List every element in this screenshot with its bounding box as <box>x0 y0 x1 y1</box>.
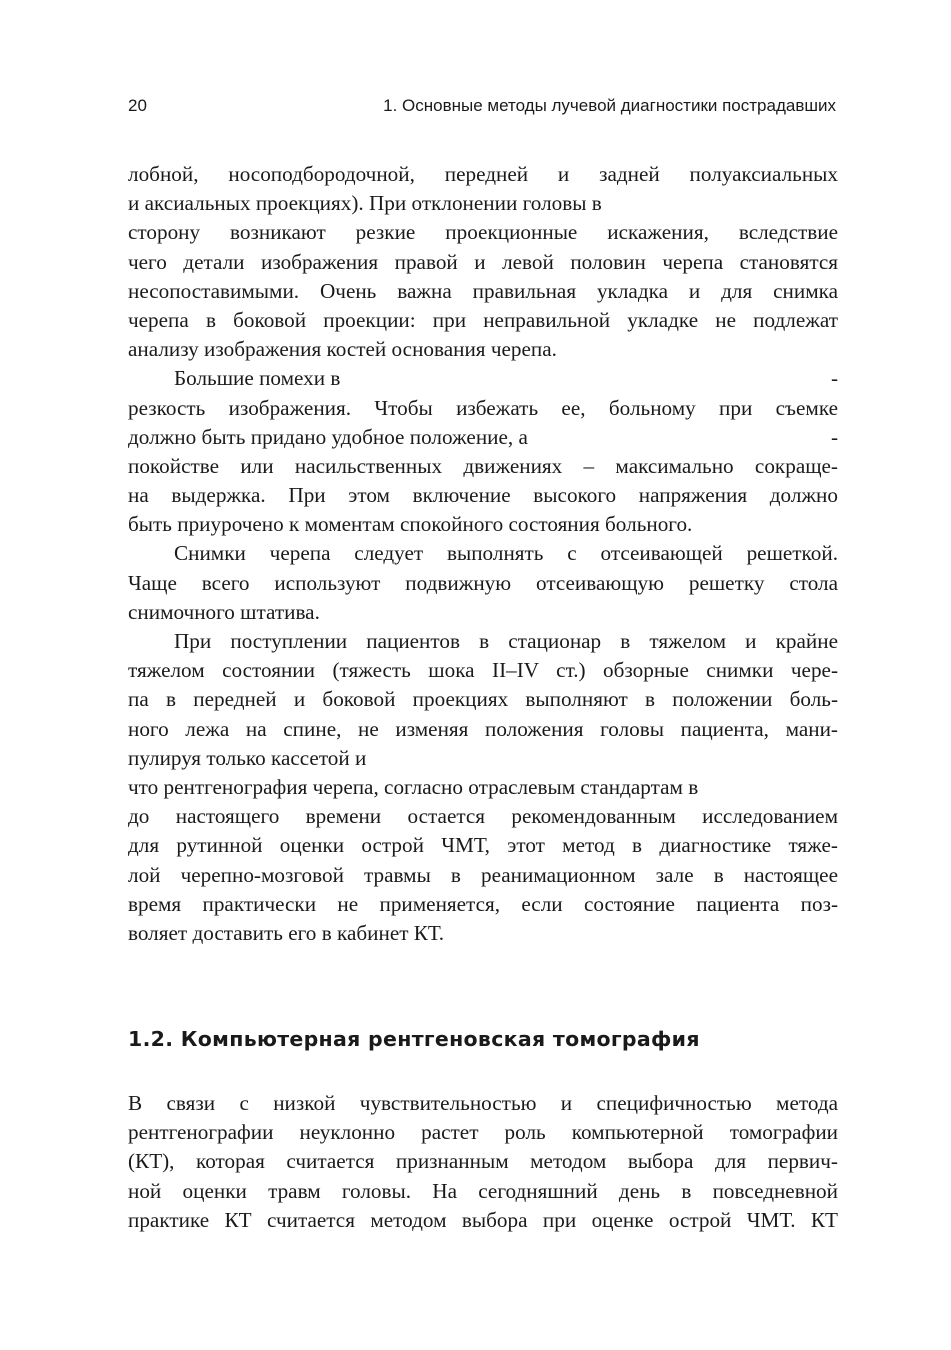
text-line: Чаще всего используют подвижную отсеивающую решетку стола <box>128 570 838 595</box>
text-line: (КТ), которая считается признанным методом выбора для первич- <box>128 1149 838 1174</box>
text-line: тяжелом состоянии (тяжесть шока II–IV ст.) обзорные снимки чере- <box>128 658 838 683</box>
running-head <box>128 96 836 120</box>
text-line: чего детали изображения правой и левой половин черепа становятся <box>128 249 838 274</box>
text-line: черепа в боковой проекции: при неправильной укладке не подлежат <box>128 307 838 332</box>
text-line: лой черепно-мозговой травмы в реанимационном зале в настоящее <box>128 862 838 887</box>
text-line: что рентгенография черепа, согласно отраслевым стандартам в <box>128 774 699 799</box>
page-number: 20 <box>128 96 147 115</box>
text-line: Снимки черепа следует выполнять с отсеивающей решеткой. <box>174 541 838 566</box>
text-line: несопоставимыми. Очень важна правильная укладка и для снимка <box>128 278 838 303</box>
text-line-main: должно быть придано удобное положение, а <box>128 424 528 449</box>
body-text <box>128 160 838 948</box>
text-line: пулируя только кассетой и <box>128 745 367 770</box>
text-line: рентгенографии неуклонно растет роль компьютерной томографии <box>128 1120 838 1145</box>
text-line: сторону возникают резкие проекционные искажения, вследствие <box>128 220 838 245</box>
text-line: воляет доставить его в кабинет КТ. <box>128 920 445 945</box>
text-line: ной оценки травм головы. На сегодняшний день в повседневной <box>128 1178 838 1203</box>
text-line: анализу изображения костей основания черепа. <box>128 337 557 362</box>
text-line: ного лежа на спине, не изменяя положения головы пациента, мани- <box>128 716 838 741</box>
text-line: па в передней и боковой проекциях выполняют в положении боль- <box>128 687 838 712</box>
text-line: В связи с низкой чувствительностью и специфичностью метода <box>128 1091 838 1115</box>
text-line: на выдержка. При этом включение высокого напряжения должно <box>128 483 838 508</box>
text-line-trailing-hyphen: - <box>830 366 838 391</box>
text-line-main: Большие помехи в <box>174 366 341 391</box>
text-line <box>128 364 838 393</box>
section-body-text <box>128 1089 838 1235</box>
section-heading: 1.2. Компьютерная рентгеновская томография <box>128 1027 700 1051</box>
text-line <box>128 423 838 452</box>
text-line: снимочного штатива. <box>128 599 320 624</box>
chapter-title: 1. Основные методы лучевой диагностики пострадавших <box>383 96 836 115</box>
text-line-trailing-hyphen: - <box>830 424 838 449</box>
text-line: практике КТ считается методом выбора при оценке острой ЧМТ. КТ <box>128 1207 838 1232</box>
text-line: до настоящего времени остается рекомендованным исследованием <box>128 804 838 829</box>
text-line: покойстве или насильственных движениях – максимально сокраще- <box>128 453 838 478</box>
text-line: время практически не применяется, если состояние пациента поз- <box>128 891 838 916</box>
text-line: и аксиальных проекциях). При отклонении головы в <box>128 191 602 216</box>
text-line: для рутинной оценки острой ЧМТ, этот метод в диагностике тяже- <box>128 833 838 858</box>
text-line: быть приурочено к моментам спокойного состояния больного. <box>128 512 693 537</box>
text-line: резкость изображения. Чтобы избежать ее, больному при съемке <box>128 395 838 420</box>
text-line: лобной, носоподбородочной, передней и задней полуаксиальных <box>128 162 838 186</box>
text-line: При поступлении пациентов в стационар в тяжелом и крайне <box>174 629 838 653</box>
